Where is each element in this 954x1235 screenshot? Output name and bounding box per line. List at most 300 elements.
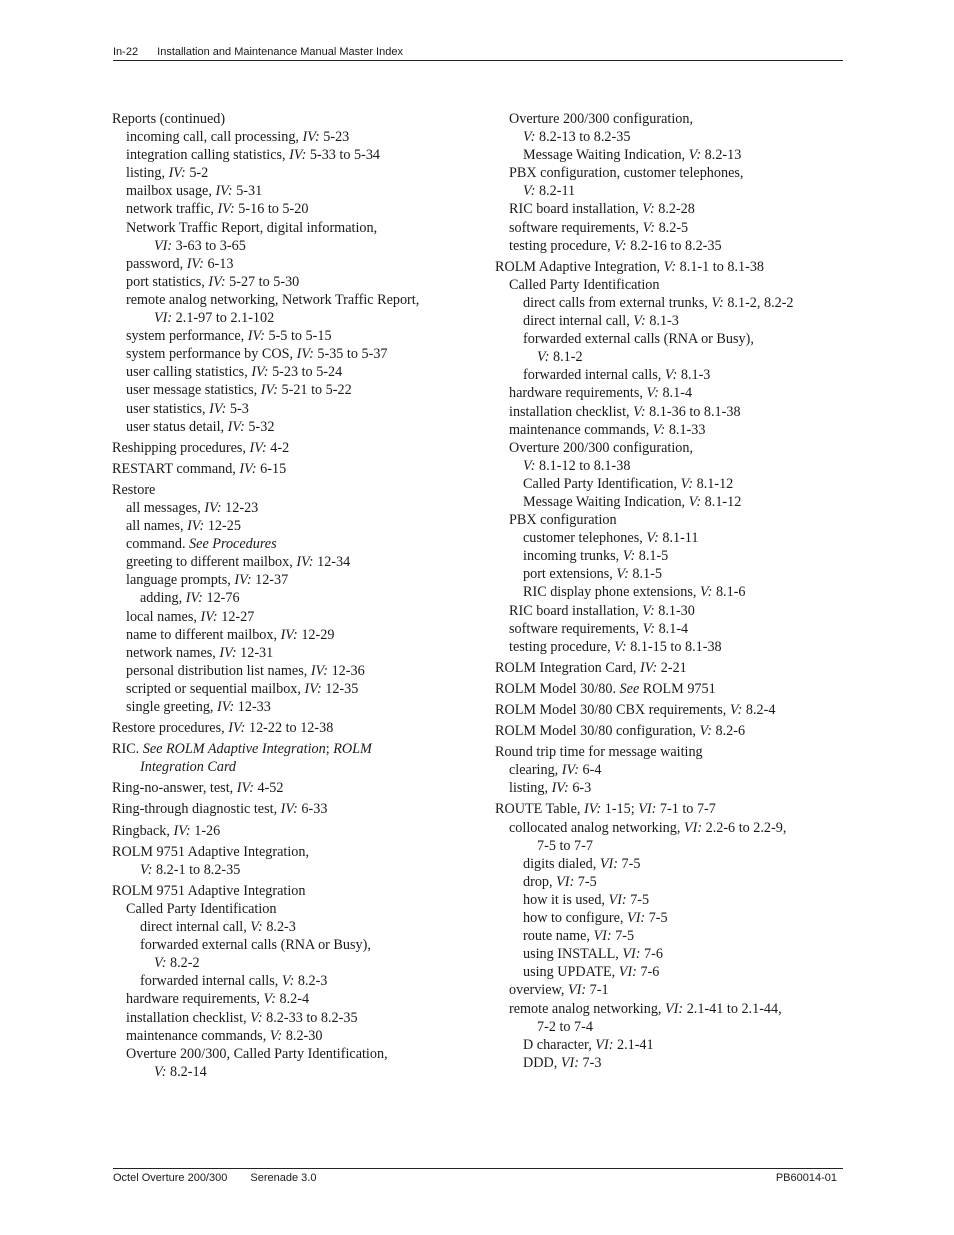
entry-volume: V: xyxy=(633,313,646,330)
index-entry xyxy=(112,345,419,363)
index-entry xyxy=(495,219,794,237)
entry-page-ref: 5-23 xyxy=(319,129,350,146)
entry-term: digits dialed, xyxy=(523,855,600,872)
entry-volume: IV: xyxy=(251,364,269,381)
index-entry xyxy=(495,873,794,891)
header-title: Installation and Maintenance Manual Master Index xyxy=(157,46,403,58)
entry-volume: VI: xyxy=(556,873,575,890)
entry-page-ref: 12-36 xyxy=(328,662,365,679)
index-entry xyxy=(112,439,419,457)
index-entry xyxy=(112,571,419,589)
entry-volume: V: xyxy=(699,584,713,601)
index-entry xyxy=(495,237,794,255)
entry-page-ref: 12-37 xyxy=(251,572,289,589)
entry-volume: IV: xyxy=(219,644,237,661)
entry-volume: V: xyxy=(699,723,712,740)
entry-page-ref: 8.1-33 xyxy=(665,421,706,438)
index-entry xyxy=(112,843,419,861)
index-entry xyxy=(495,547,794,565)
entry-term: testing procedure, xyxy=(509,638,615,655)
entry-volume: IV: xyxy=(280,626,298,643)
entry-term: software requirements, xyxy=(509,620,643,637)
index-entry xyxy=(495,128,794,146)
index-entry xyxy=(495,981,794,999)
entry-term: port statistics, xyxy=(126,273,209,290)
index-entry xyxy=(495,891,794,909)
page-header xyxy=(113,46,843,61)
entry-page-ref: 3-63 to 3-65 xyxy=(172,237,246,254)
entry-term: collocated analog networking, xyxy=(509,819,684,836)
entry-volume: VI: xyxy=(683,819,703,836)
index-entry xyxy=(495,837,794,855)
entry-volume: IV: xyxy=(304,680,322,697)
index-entry xyxy=(112,800,419,818)
entry-term: port extensions, xyxy=(523,566,617,583)
entry-page-ref: 8.1-1 to 8.1-38 xyxy=(676,258,765,275)
entry-volume: V: xyxy=(250,1009,263,1026)
entry-volume: IV: xyxy=(236,780,254,797)
entry-volume: IV: xyxy=(561,762,579,779)
entry-page-ref: 8.2-4 xyxy=(275,991,310,1008)
entry-term: overview, xyxy=(509,982,568,999)
entry-term: forwarded internal calls, xyxy=(523,367,665,384)
entry-term: Called Party Identification xyxy=(509,276,660,293)
entry-page-ref: 2.1-41 to 2.1-44, xyxy=(683,1000,782,1017)
entry-term: clearing, xyxy=(509,762,562,779)
entry-term: ROLM Model 30/80 configuration, xyxy=(495,723,700,740)
entry-term: how to configure, xyxy=(523,910,628,927)
entry-term: incoming trunks, xyxy=(523,548,623,565)
entry-term: DDD, xyxy=(523,1054,561,1071)
index-entry xyxy=(495,529,794,547)
entry-page-ref: 8.2-16 to 8.2-35 xyxy=(626,237,722,254)
entry-page-ref: 12-29 xyxy=(297,626,335,643)
entry-volume: V: xyxy=(642,620,656,637)
entry-page-ref: 1-26 xyxy=(190,822,221,839)
index-entry xyxy=(495,638,794,656)
entry-term: Ringback, xyxy=(112,822,174,839)
entry-term: command. xyxy=(126,536,190,553)
entry-page-ref: 5-35 to 5-37 xyxy=(313,346,388,363)
entry-term: 7-2 to 7-4 xyxy=(537,1018,593,1035)
entry-page-ref: 7-3 xyxy=(578,1054,602,1071)
index-entry xyxy=(495,583,794,601)
index-entry xyxy=(495,743,794,761)
entry-term: forwarded internal calls, xyxy=(140,973,282,990)
entry-volume: V: xyxy=(633,403,646,420)
index-entry xyxy=(112,200,419,218)
entry-term: Restore xyxy=(112,481,156,498)
index-entry xyxy=(112,972,419,990)
index-entry xyxy=(112,918,419,936)
index-entry xyxy=(495,945,794,963)
entry-volume: V: xyxy=(269,1027,283,1044)
index-entry xyxy=(112,626,419,644)
entry-term: ROLM 9751 Adaptive Integration xyxy=(112,882,306,899)
index-entry xyxy=(495,384,794,402)
entry-page-ref: ; xyxy=(325,741,334,758)
entry-volume: V: xyxy=(642,201,655,218)
entry-page-ref: 1-15; xyxy=(601,801,639,818)
entry-volume: VI: xyxy=(593,928,612,945)
entry-volume: IV: xyxy=(280,801,298,818)
entry-page-ref: 12-76 xyxy=(202,590,240,607)
entry-term: testing procedure, xyxy=(509,237,615,254)
entry-term: PBX configuration, customer telephones, xyxy=(509,165,744,182)
index-entry xyxy=(495,779,794,797)
index-entry xyxy=(495,909,794,927)
index-entry xyxy=(112,164,419,182)
entry-volume: VI: xyxy=(665,1000,684,1017)
index-entry xyxy=(495,659,794,677)
index-entry xyxy=(495,493,794,511)
entry-volume: IV: xyxy=(302,129,320,146)
entry-volume: See Procedures xyxy=(189,536,277,553)
entry-term: direct calls from external trunks, xyxy=(523,294,712,311)
entry-volume: V: xyxy=(642,219,656,236)
entry-page-ref: 8.2-6 xyxy=(711,723,746,740)
index-entry xyxy=(112,1009,419,1027)
entry-volume: See xyxy=(619,680,640,697)
entry-page-ref: 12-34 xyxy=(313,554,351,571)
index-entry xyxy=(112,954,419,972)
entry-page-ref: 7-6 xyxy=(636,964,660,981)
entry-term: ROLM 9751 Adaptive Integration, xyxy=(112,843,310,860)
entry-page-ref: 8.1-5 xyxy=(635,548,669,565)
entry-page-ref: 7-6 xyxy=(640,946,663,963)
entry-term: user statistics, xyxy=(126,400,210,417)
entry-volume: IV: xyxy=(551,780,569,797)
index-entry xyxy=(495,1000,794,1018)
entry-page-ref: 5-27 to 5-30 xyxy=(225,273,300,290)
entry-volume: IV: xyxy=(209,400,227,417)
footer-product: Octel Overture 200/300 xyxy=(113,1172,228,1184)
index-entry xyxy=(495,819,794,837)
entry-volume: IV: xyxy=(249,439,267,456)
entry-page-ref: 5-21 to 5-22 xyxy=(277,382,352,399)
entry-volume: IV: xyxy=(204,499,222,516)
entry-page-ref: 12-35 xyxy=(321,680,359,697)
entry-term: system performance by COS, xyxy=(126,346,297,363)
entry-page-ref: 8.2-14 xyxy=(166,1063,207,1080)
entry-term: direct internal call, xyxy=(140,919,251,936)
index-entry xyxy=(112,936,419,954)
footer-doc-id: PB60014-01 xyxy=(775,1172,837,1184)
index-entry xyxy=(112,758,419,776)
entry-page-ref: 8.2-33 to 8.2-35 xyxy=(262,1009,358,1026)
entry-term: Called Party Identification xyxy=(126,900,277,917)
entry-term: maintenance commands, xyxy=(509,421,653,438)
index-entry xyxy=(112,460,419,478)
entry-term: Overture 200/300 configuration, xyxy=(509,439,693,456)
entry-volume: V: xyxy=(652,421,666,438)
entry-term: software requirements, xyxy=(509,219,643,236)
entry-volume: IV: xyxy=(289,147,307,164)
entry-page-ref: 8.2-3 xyxy=(294,973,328,990)
entry-page-ref: 8.1-11 xyxy=(658,530,699,547)
footer-release: Serenade 3.0 xyxy=(250,1172,317,1184)
entry-volume: ROLM xyxy=(333,741,372,758)
entry-volume: V: xyxy=(646,385,659,402)
index-entry xyxy=(112,644,419,662)
entry-term: ROUTE Table, xyxy=(495,801,584,818)
entry-page-ref: 5-5 to 5-15 xyxy=(264,328,332,345)
entry-page-ref: 12-22 to 12-38 xyxy=(245,720,334,737)
index-entry xyxy=(112,182,419,200)
entry-term: Ring-no-answer, test, xyxy=(112,780,237,797)
entry-term: RIC board installation, xyxy=(509,201,643,218)
entry-term: Reshipping procedures, xyxy=(112,439,250,456)
index-entry xyxy=(112,608,419,626)
index-entry xyxy=(112,1063,419,1081)
index-entry xyxy=(112,237,419,255)
entry-page-ref: 8.1-5 xyxy=(628,566,662,583)
index-entry xyxy=(112,740,419,758)
index-entry xyxy=(112,499,419,517)
index-entry xyxy=(495,200,794,218)
entry-volume: VI: xyxy=(618,964,637,981)
index-entry xyxy=(112,481,419,499)
index-entry xyxy=(112,861,419,879)
entry-term: installation checklist, xyxy=(126,1009,251,1026)
entry-term: single greeting, xyxy=(126,699,218,715)
entry-volume: V: xyxy=(646,530,659,547)
entry-volume: IV: xyxy=(173,822,191,839)
entry-volume: IV: xyxy=(260,382,278,399)
entry-term: forwarded external calls (RNA or Busy), xyxy=(523,331,754,348)
entry-term: local names, xyxy=(126,608,201,625)
index-entry xyxy=(495,403,794,421)
index-entry xyxy=(112,291,419,309)
entry-term: integration calling statistics, xyxy=(126,147,290,164)
index-entry xyxy=(112,553,419,571)
entry-volume: VI: xyxy=(599,855,618,872)
entry-term: maintenance commands, xyxy=(126,1027,270,1044)
entry-volume: V: xyxy=(523,129,536,146)
entry-volume: V: xyxy=(523,457,536,474)
index-column-right xyxy=(495,110,794,1072)
entry-volume: IV: xyxy=(217,699,235,715)
entry-term: RIC. xyxy=(112,741,143,758)
index-entry xyxy=(112,589,419,607)
index-entry xyxy=(495,1054,794,1072)
entry-volume: V: xyxy=(688,147,702,164)
index-entry xyxy=(112,535,419,553)
entry-page-ref: 8.2-30 xyxy=(282,1027,323,1044)
entry-volume: V: xyxy=(642,602,655,619)
index-entry xyxy=(112,719,419,737)
entry-volume: V: xyxy=(263,991,276,1008)
entry-page-ref: 12-31 xyxy=(236,644,274,661)
entry-page-ref: 6-4 xyxy=(578,762,602,779)
index-entry xyxy=(495,294,794,312)
entry-page-ref: 8.1-30 xyxy=(654,602,695,619)
index-entry xyxy=(112,822,419,840)
index-entry xyxy=(112,418,419,436)
entry-volume: V: xyxy=(614,638,627,655)
entry-page-ref: 5-16 to 5-20 xyxy=(234,201,309,218)
entry-term: Restore procedures, xyxy=(112,720,229,737)
entry-volume: IV: xyxy=(296,554,314,571)
entry-page-ref: 8.1-15 to 8.1-38 xyxy=(626,638,722,655)
entry-volume: IV: xyxy=(239,460,257,477)
entry-page-ref: 12-27 xyxy=(217,608,255,625)
entry-page-ref: 7-5 xyxy=(617,855,641,872)
entry-page-ref: 8.1-2, 8.2-2 xyxy=(723,294,794,311)
entry-term: RIC board installation, xyxy=(509,602,643,619)
entry-term: Network Traffic Report, digital information, xyxy=(126,219,378,236)
index-entry xyxy=(495,963,794,981)
entry-term: listing, xyxy=(509,780,552,797)
entry-term: user status detail, xyxy=(126,418,228,435)
entry-term: Overture 200/300 configuration, xyxy=(509,111,693,127)
entry-page-ref: 5-33 to 5-34 xyxy=(306,147,381,164)
entry-term: network names, xyxy=(126,644,220,661)
entry-volume: V: xyxy=(154,955,167,972)
entry-page-ref: 8.1-36 to 8.1-38 xyxy=(645,403,741,420)
entry-page-ref: 8.2-5 xyxy=(655,219,689,236)
entry-term: ROLM Model 30/80. xyxy=(495,680,620,697)
entry-volume: V: xyxy=(281,973,295,990)
entry-term: mailbox usage, xyxy=(126,183,216,200)
index-entry xyxy=(495,258,794,276)
entry-page-ref: 6-13 xyxy=(203,255,234,272)
index-entry xyxy=(495,602,794,620)
index-entry xyxy=(495,421,794,439)
index-column-left xyxy=(112,110,419,1081)
entry-page-ref: ROLM 9751 xyxy=(639,680,716,697)
index-entry xyxy=(495,511,794,529)
index-entry xyxy=(495,855,794,873)
entry-page-ref: 2.2-6 to 2.2-9, xyxy=(702,819,787,836)
index-entry xyxy=(112,381,419,399)
entry-volume: VI: xyxy=(560,1054,579,1071)
entry-page-ref: 8.1-4 xyxy=(658,385,693,402)
entry-page-ref: 8.1-12 xyxy=(693,475,734,492)
entry-volume: VI: xyxy=(627,910,646,927)
entry-term: hardware requirements, xyxy=(509,385,647,402)
entry-volume: V: xyxy=(622,548,636,565)
entry-term: Overture 200/300, Called Party Identification, xyxy=(126,1045,388,1062)
index-entry xyxy=(112,273,419,291)
entry-volume: VI: xyxy=(595,1036,614,1053)
index-entry xyxy=(112,400,419,418)
entry-term: RESTART command, xyxy=(112,460,240,477)
index-entry xyxy=(495,927,794,945)
entry-term: Ring-through diagnostic test, xyxy=(112,801,281,818)
index-entry xyxy=(112,255,419,273)
index-entry xyxy=(112,146,419,164)
entry-volume: IV: xyxy=(200,608,218,625)
entry-page-ref: 4-2 xyxy=(266,439,290,456)
entry-term: network traffic, xyxy=(126,201,218,218)
entry-volume: V: xyxy=(537,349,550,366)
entry-page-ref: 12-33 xyxy=(234,699,271,715)
entry-page-ref: 12-25 xyxy=(204,518,241,535)
entry-term: all names, xyxy=(126,518,188,535)
entry-volume: VI: xyxy=(622,946,641,963)
entry-term: 7-5 to 7-7 xyxy=(537,837,593,854)
index-entry xyxy=(112,517,419,535)
entry-term: system performance, xyxy=(126,328,248,345)
page-footer xyxy=(113,1168,843,1184)
entry-volume: IV: xyxy=(227,418,245,435)
entry-volume: V: xyxy=(711,294,724,311)
index-entry xyxy=(112,990,419,1008)
entry-volume: V: xyxy=(664,367,678,384)
entry-page-ref: 8.1-12 xyxy=(701,493,742,510)
entry-page-ref: 7-1 xyxy=(586,982,609,999)
entry-volume: VI: xyxy=(154,310,173,327)
entry-term: using UPDATE, xyxy=(523,964,619,981)
entry-term: user calling statistics, xyxy=(126,364,252,381)
entry-term: how it is used, xyxy=(523,891,609,908)
entry-page-ref: 8.2-11 xyxy=(535,183,576,200)
entry-page-ref: 2.1-41 xyxy=(613,1036,654,1053)
index-entry xyxy=(495,1018,794,1036)
index-entry xyxy=(495,312,794,330)
entry-term: language prompts, xyxy=(126,572,235,589)
index-entry xyxy=(495,366,794,384)
index-entry xyxy=(112,309,419,327)
entry-page-ref: 5-32 xyxy=(244,418,275,435)
entry-page-ref: 6-3 xyxy=(568,780,592,797)
index-entry xyxy=(495,276,794,294)
entry-term: Reports (continued) xyxy=(112,111,226,127)
entry-term: greeting to different mailbox, xyxy=(126,554,297,571)
entry-term: D character, xyxy=(523,1036,596,1053)
entry-volume: V: xyxy=(663,258,677,275)
entry-volume: V: xyxy=(688,493,702,510)
index-entry xyxy=(112,327,419,345)
entry-term: password, xyxy=(126,255,187,272)
index-entry xyxy=(495,330,794,348)
index-entry xyxy=(112,900,419,918)
entry-volume: IV: xyxy=(296,346,314,363)
entry-volume: See ROLM Adaptive Integration xyxy=(142,741,326,758)
entry-page-ref: 8.2-2 xyxy=(166,955,200,972)
index-entry xyxy=(495,800,794,818)
entry-term: remote analog networking, Network Traffic Report, xyxy=(126,291,420,308)
entry-page-ref: 8.1-3 xyxy=(677,367,711,384)
entry-term: direct internal call, xyxy=(523,313,634,330)
entry-volume: VI: xyxy=(608,891,627,908)
entry-volume: IV: xyxy=(208,273,226,290)
entry-term: RIC display phone extensions, xyxy=(523,584,700,601)
index-entry xyxy=(495,620,794,638)
entry-term: remote analog networking, xyxy=(509,1000,666,1017)
index-entry xyxy=(495,164,794,182)
index-entry xyxy=(495,1036,794,1054)
entry-page-ref: 8.2-28 xyxy=(654,201,695,218)
entry-page-ref: 7-1 to 7-7 xyxy=(656,801,716,818)
entry-term: installation checklist, xyxy=(509,403,634,420)
entry-term: Message Waiting Indication, xyxy=(523,147,689,164)
entry-volume: V: xyxy=(140,861,153,878)
entry-page-ref: 7-5 xyxy=(626,891,650,908)
entry-volume: V: xyxy=(616,566,629,583)
entry-term: ROLM Integration Card, xyxy=(495,659,640,676)
entry-page-ref: 6-15 xyxy=(256,460,287,477)
entry-page-ref: 2-21 xyxy=(657,659,687,676)
index-entry xyxy=(495,565,794,583)
entry-page-ref: 8.2-13 to 8.2-35 xyxy=(535,129,631,146)
entry-page-ref: 8.2-3 xyxy=(262,919,296,936)
entry-page-ref: 8.1-2 xyxy=(549,349,583,366)
index-entry xyxy=(495,182,794,200)
index-entry xyxy=(112,882,419,900)
entry-term: using INSTALL, xyxy=(523,946,623,963)
